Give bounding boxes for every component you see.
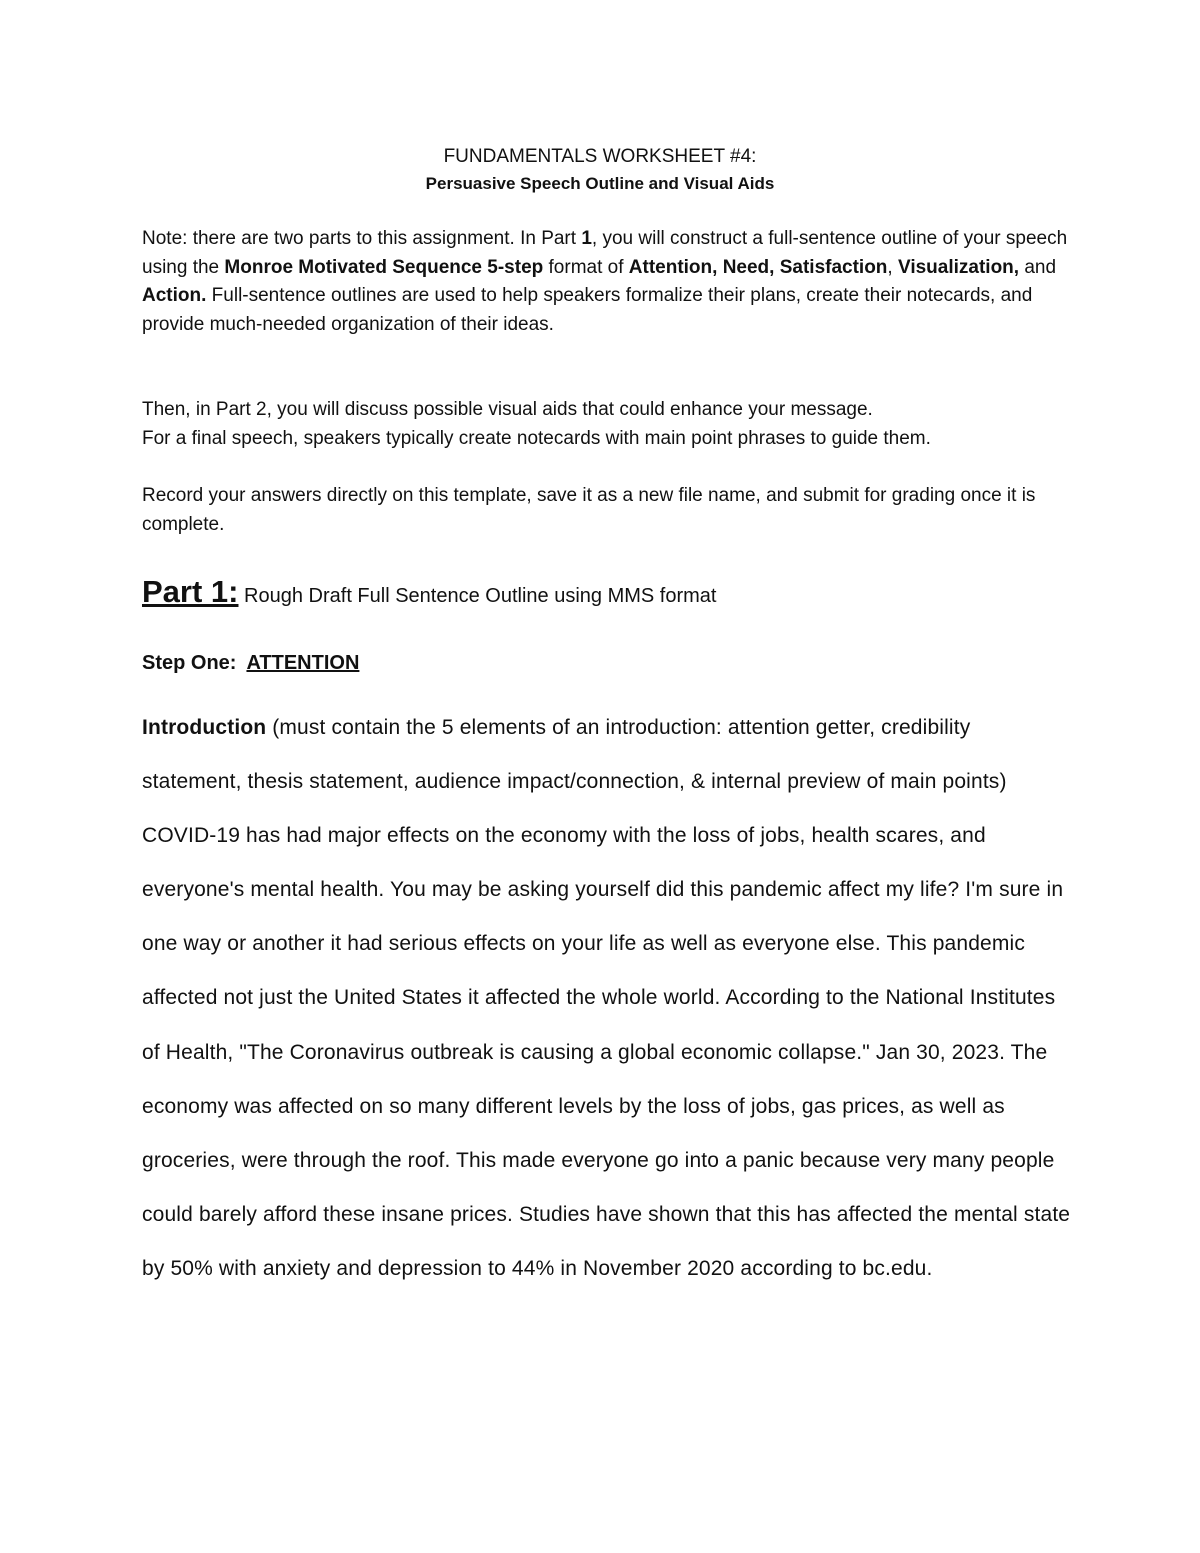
record-paragraph: Record your answers directly on this template, save it as a new file name, and submit for grading once it is complete. bbox=[142, 485, 1036, 535]
note-attention-need-satisfaction: Attention, Need, Satisfaction bbox=[628, 256, 888, 278]
note-and: and bbox=[1019, 256, 1057, 278]
note-part-number: 1 bbox=[581, 228, 592, 249]
note-text-3: format of bbox=[543, 256, 629, 278]
note-paragraph bbox=[142, 225, 1072, 339]
step-one-label: Step One: bbox=[142, 652, 237, 674]
note-action: Action. bbox=[142, 285, 207, 306]
step-one-heading bbox=[142, 648, 359, 678]
worksheet-subtitle: Persuasive Speech Outline and Visual Aids bbox=[425, 174, 775, 193]
note-comma: , bbox=[887, 256, 898, 278]
worksheet-title: FUNDAMENTALS WORKSHEET #4: bbox=[443, 146, 757, 167]
then-line-1: Then, in Part 2, you will discuss possible visual aids that could enhance your message. bbox=[142, 399, 873, 420]
note-text-1: Note: there are two parts to this assignment. In Part bbox=[142, 228, 582, 249]
introduction-paragraph bbox=[142, 701, 1072, 1296]
part1-heading bbox=[142, 572, 716, 616]
step-one-value: ATTENTION bbox=[246, 652, 360, 674]
note-mms: Monroe Motivated Sequence 5-step bbox=[224, 256, 544, 278]
note-text-4: Full-sentence outlines are used to help speakers formalize their plans, create their notecards, and provide much-needed organization of their ideas. bbox=[142, 285, 1033, 335]
note-visualization: Visualization, bbox=[897, 256, 1020, 278]
note-text-2: , you will construct a full-sentence outline of your speech using the bbox=[142, 228, 1068, 278]
then-line-2: For a final speech, speakers typically create notecards with main point phrases to guide them. bbox=[142, 427, 931, 449]
introduction-text: (must contain the 5 elements of an introduction: attention getter, credibility statement, thesis statement, audience impact/connection, & internal preview of main points) COVID-19 has had major effects on the economy with the loss of jobs, health scares, and everyone's mental health. You may be asking yourself did this pandemic affect my life? I'm sure in one way or another it had serious effects on your life as well as everyone else. This pandemic affected not just the United States it affected the whole world. According to the National Institutes of Health, "The Coronavirus outbreak is causing a global economic collapse." Jan 30, 2023. The economy was affected on so many different levels by the loss of jobs, gas prices, as well as groceries, were through the roof. This made everyone go into a panic because very many people could barely afford these insane prices. Studies have shown that this has affected the mental state by 50% with anxiety and depression to 44% in November 2020 according to bc.edu. bbox=[142, 716, 1071, 1280]
then-paragraph bbox=[142, 396, 1072, 453]
part1-label: Part 1: bbox=[142, 574, 239, 609]
introduction-label: Introduction bbox=[142, 716, 267, 739]
part1-description: Rough Draft Full Sentence Outline using MMS format bbox=[238, 585, 717, 607]
